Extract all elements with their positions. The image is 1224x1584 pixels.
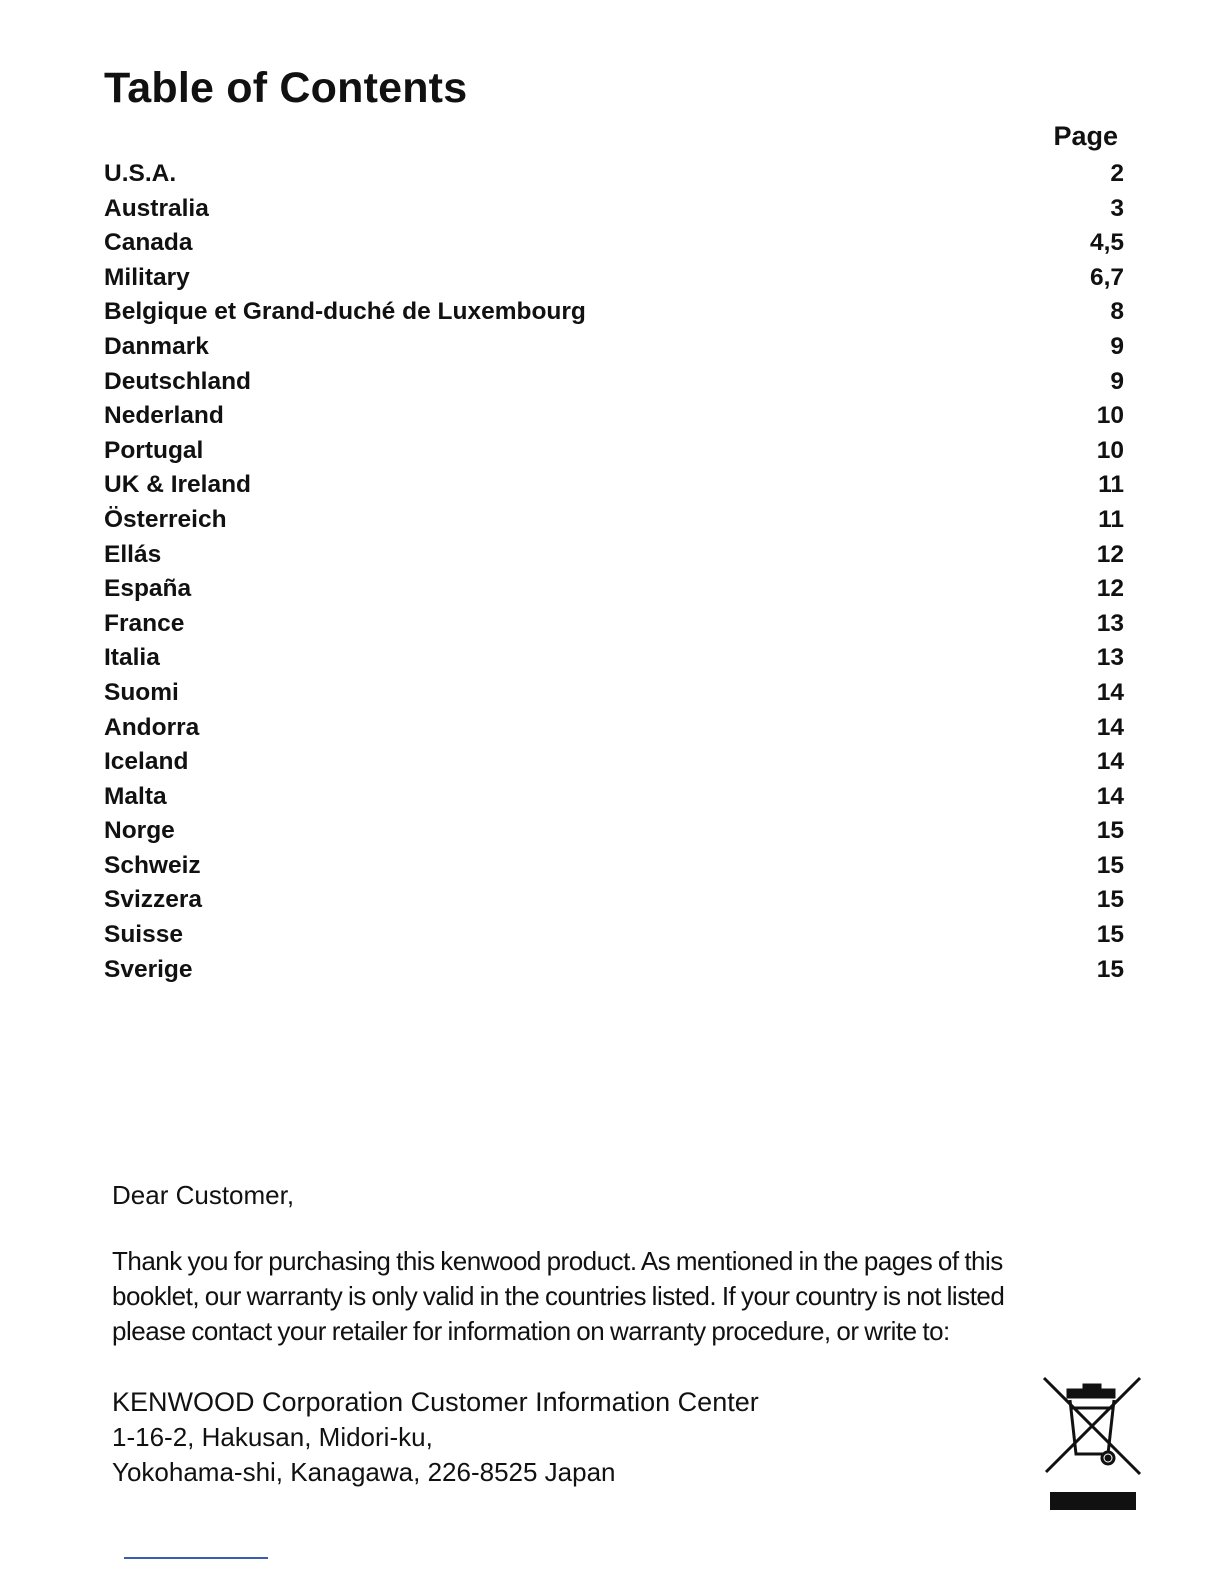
toc-page-number: 11: [1098, 505, 1124, 533]
toc-country: Canada: [104, 229, 193, 257]
toc-country: Nederland: [104, 402, 224, 430]
toc-country: U.S.A.: [104, 160, 177, 187]
toc-country: Australia: [104, 194, 209, 222]
toc-row: [104, 886, 1124, 921]
letter-body-line: Thank you for purchasing this kenwood product. As mentioned in the pages of this: [112, 1246, 1003, 1276]
toc-row: [104, 333, 1124, 368]
letter-body-line: please contact your retailer for information on warranty procedure, or write to:: [112, 1316, 950, 1346]
page-column-header: Page: [1053, 121, 1118, 151]
toc-page-number: 15: [1096, 851, 1124, 879]
toc-row: [104, 748, 1124, 783]
letter-greeting: Dear Customer,: [112, 1180, 295, 1210]
letter-body-line: booklet, our warranty is only valid in the countries listed. If your country is not listed: [112, 1281, 1005, 1311]
toc-page-number: 10: [1096, 402, 1124, 430]
page-title: Table of Contents: [104, 64, 468, 112]
toc-page-number: 14: [1096, 713, 1124, 741]
toc-row: [104, 264, 1124, 299]
toc-country: Andorra: [104, 713, 200, 741]
toc-country: Sverige: [104, 955, 193, 983]
toc-page-number: 3: [1110, 194, 1124, 222]
toc-country: Iceland: [104, 748, 189, 776]
toc-row: [104, 783, 1124, 818]
toc-page-number: 6,7: [1089, 263, 1124, 291]
toc-page-number: 15: [1096, 817, 1124, 845]
crossed-out-wheelie-bin-icon: [1040, 1374, 1144, 1514]
toc-row: [104, 541, 1124, 576]
toc-country: Italia: [104, 644, 160, 672]
toc-row: [104, 644, 1124, 679]
toc-page-number: 12: [1096, 575, 1124, 603]
postal-address: [112, 1385, 759, 1490]
toc-page-number: 12: [1096, 540, 1124, 568]
toc-page-number: 14: [1096, 678, 1124, 706]
toc-row: [104, 921, 1124, 956]
toc-country: Schweiz: [104, 851, 201, 879]
toc-page-number: 13: [1096, 609, 1124, 637]
toc-country: Portugal: [104, 436, 204, 464]
toc-row: [104, 714, 1124, 749]
toc-row: [104, 679, 1124, 714]
toc-country: Österreich: [104, 505, 227, 533]
toc-row: [104, 817, 1124, 852]
toc-page-number: 9: [1110, 332, 1124, 360]
toc-page-number: 15: [1096, 955, 1124, 983]
toc-page-number: 15: [1096, 921, 1124, 949]
toc-row: [104, 402, 1124, 437]
toc-page-number: 2: [1110, 160, 1124, 187]
toc-row: [104, 610, 1124, 645]
toc-country: France: [104, 609, 185, 637]
address-line: 1-16-2, Hakusan, Midori-ku,: [112, 1422, 433, 1452]
toc-page-number: 11: [1098, 471, 1124, 499]
toc-row: [104, 298, 1124, 333]
customer-letter: [112, 1178, 1142, 1349]
toc-country: UK & Ireland: [104, 471, 252, 499]
toc-page-number: 4,5: [1089, 229, 1124, 257]
toc-row: [104, 471, 1124, 506]
toc-country: Suisse: [104, 921, 183, 949]
toc-row: [104, 575, 1124, 610]
toc-row: [104, 160, 1124, 195]
toc-country: Malta: [104, 782, 167, 810]
toc-country: Danmark: [104, 332, 209, 360]
table-of-contents: [104, 160, 1124, 990]
address-line: Yokohama-shi, Kanagawa, 226-8525 Japan: [112, 1457, 616, 1487]
toc-row: [104, 506, 1124, 541]
toc-row: [104, 956, 1124, 991]
toc-country: Belgique et Grand-duché de Luxembourg: [104, 298, 586, 326]
toc-country: Svizzera: [104, 886, 203, 914]
toc-country: Suomi: [104, 678, 179, 706]
company-name: KENWOOD Corporation Customer Information Center: [112, 1387, 759, 1417]
toc-country: Norge: [104, 817, 175, 845]
toc-page-number: 8: [1110, 298, 1124, 326]
toc-page-number: 14: [1096, 782, 1124, 810]
toc-country: España: [104, 575, 192, 603]
toc-page-number: 9: [1110, 367, 1124, 395]
toc-country: Deutschland: [104, 367, 252, 395]
toc-row: [104, 229, 1124, 264]
toc-page-number: 10: [1096, 436, 1124, 464]
toc-row: [104, 852, 1124, 887]
toc-page-number: 15: [1096, 886, 1124, 914]
toc-country: Ellás: [104, 540, 162, 568]
toc-row: [104, 368, 1124, 403]
toc-country: Military: [104, 263, 190, 291]
toc-page-number: 14: [1096, 748, 1124, 776]
toc-row: [104, 437, 1124, 472]
toc-page-number: 13: [1096, 644, 1124, 672]
blue-rule: [124, 1557, 268, 1559]
toc-row: [104, 195, 1124, 230]
